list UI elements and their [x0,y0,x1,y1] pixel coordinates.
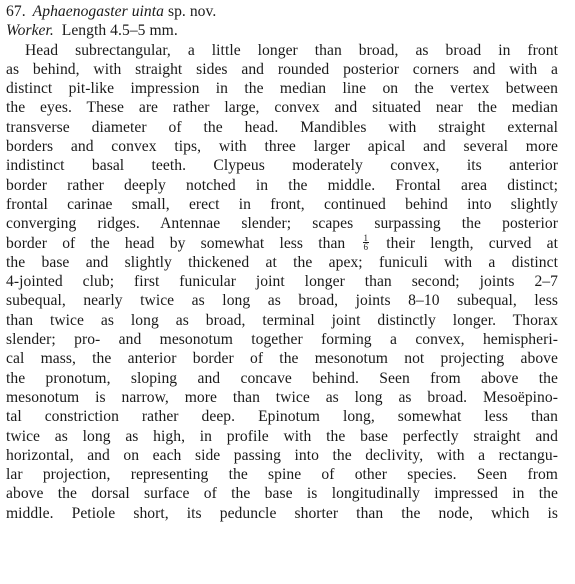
text-line: the eyes. These are rather large, convex and situated near the median [6,99,558,117]
scape-text-after: their length, curved at [386,234,558,252]
text-line: distinct pit-like impression in the median line on the vertex between [6,80,558,98]
text-line: middle. Petiole short, its peduncle shorter than the node, which is [6,504,558,522]
species-epithet: uinta [131,3,164,20]
text-line: converging ridges. Antennae slender; scapes surpassing the posterior [6,215,558,233]
caste-length: Length 4.5–5 mm. [61,22,178,40]
text-line: mesonotum is narrow, more than twice as long as broad. Mesoëpino- [6,388,558,406]
text-line: slender; pro- and mesonotum together forming a convex, hemispheri- [6,331,558,349]
text-line-scape [6,234,558,253]
caste-label: Worker. [6,22,54,40]
text-line: lar projection, representing the spine of other species. Seen from [6,466,558,484]
text-line: the pronotum, sloping and concave behind. Seen from above the [6,369,558,387]
text-line: border rather deeply notched in the middle. Frontal area distinct; [6,176,558,194]
text-line: borders and convex tips, with three larger apical and several more [6,138,558,156]
text-line: subequal, nearly twice as long as broad, joints 8–10 subequal, less [6,292,558,310]
species-number: 67. [6,3,26,20]
text-line: the base and slightly thickened at the apex; funiculi with a distinct [6,253,558,271]
text-line: twice as long as high, in profile with the base perfectly straight and [6,427,558,445]
species-status: sp. nov. [167,3,217,20]
text-line: cal mass, the anterior border of the mesonotum not projecting above [6,350,558,368]
text-line: indistinct basal teeth. Clypeus moderately convex, its anterior [6,157,558,175]
text-line: horizontal, and on each side passing into the declivity, with a rectangu- [6,446,558,464]
fraction-denominator: 6 [363,242,369,253]
text-line: frontal carinae small, erect in front, continued behind into slightly [6,195,558,213]
text-line: tal constriction rather deep. Epinotum long, somewhat less than [6,408,558,426]
text-line: than twice as long as broad, terminal joint distinctly longer. Thorax [6,311,558,329]
fraction-one-sixth [363,234,370,251]
text-line: as behind, with straight sides and rounded posterior corners and with a [6,60,558,78]
species-heading [6,2,558,21]
fraction-numerator: 1 [363,233,369,244]
text-line: 4-jointed club; first funicular joint longer than second; joints 2–7 [6,273,558,291]
caste-line [6,21,558,40]
genus-name: Aphaenogaster [32,3,128,20]
text-line: transverse diameter of the head. Mandibles with straight external [6,118,558,136]
scape-text-before: border of the head by somewhat less than [6,234,346,252]
text-line: Head subrectangular, a little longer than broad, as broad in front [25,41,558,59]
description-text [6,2,558,523]
text-line: above the dorsal surface of the base is longitudinally impressed in the [6,485,558,503]
